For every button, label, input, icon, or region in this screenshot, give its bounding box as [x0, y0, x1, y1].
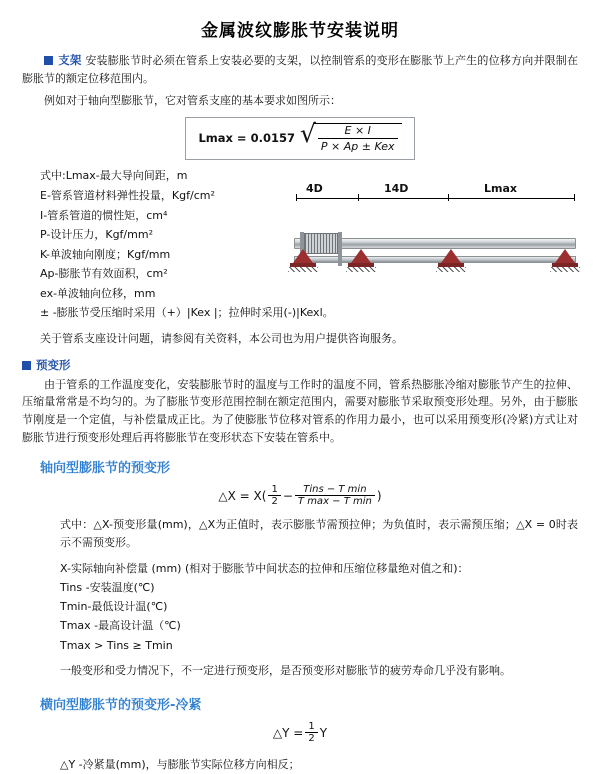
dimension-label-14d: 14D — [384, 182, 409, 195]
bracket-heading: 支架 — [58, 53, 82, 67]
lateral-predeform-heading: 横向型膨胀节的预变形-冷紧 — [40, 697, 202, 713]
axial-note-1: 式中：△X-预变形量(mm)，△X为正值时，表示膨胀节需预拉伸；为负值时，表示需预压缩；△X = 0时表示不需预变形。 — [60, 517, 578, 549]
axial-term-list — [60, 559, 578, 655]
axial-eq-lhs: △X = X( — [218, 488, 267, 503]
formula-numerator: E × I — [318, 124, 398, 139]
pipe-support — [348, 249, 374, 271]
axial-term: Tins -安装温度(℃) — [60, 580, 155, 594]
half-numerator: 1 — [305, 721, 317, 734]
predeform-paragraph: 由于管系的工作温度变化，安装膨胀节时的温度与工作时的温度不同，管系热膨胀冷缩对膨胀节产生的拉伸、压缩量常常是不均匀的。为了膨胀节变形范围控制在额定范围内，需要对膨胀节采取预变形处理。另外，由于膨胀节刚度是一个定值，与补偿量成正比。为了使膨胀节位移对管系的作用力最小，也可以采用预变形(冷紧)方式让对膨胀节进行预变形处理后再将膨胀节在变形状态下安装在管系中。 — [22, 377, 578, 445]
half-denominator: 2 — [271, 496, 278, 508]
axial-eq-rhs: ) — [376, 488, 382, 503]
bracket-paragraph-2: 例如对于轴向型膨胀节，它对管系支座的基本要求如图所示： — [44, 93, 341, 107]
pipe-lower — [294, 256, 576, 263]
bracket-paragraph-1: 安装膨胀节时必须在管系上安装必要的支架，以控制管系的变形在膨胀节上产生的位移方向并限制在膨胀节的额定位移范围内。 — [22, 54, 579, 85]
definition-item: I-管系管道的惯性矩，cm⁴ — [40, 208, 168, 222]
page-title: 金属波纹膨胀节安装说明 — [201, 21, 399, 41]
flange — [338, 232, 342, 266]
pipe-support-diagram — [288, 182, 580, 300]
axial-eq-half — [268, 484, 280, 508]
ground-hatch — [346, 267, 376, 272]
pipe-assembly — [288, 206, 580, 298]
predeform-heading-row — [22, 357, 578, 373]
axial-eq-temp-fraction — [295, 484, 375, 508]
predeform-heading: 预变形 — [36, 357, 71, 372]
dimension-line — [296, 198, 358, 199]
support-triangle-icon — [293, 249, 313, 263]
axial-term: X-实际轴向补偿量 (mm) (相对于膨胀节中间状态的拉伸和压缩位移量绝对值之和)： — [60, 561, 469, 575]
lateral-equation — [22, 721, 578, 745]
support-triangle-icon — [351, 249, 371, 263]
pipe-support — [290, 249, 316, 271]
definition-item: P-设计压力，Kgf/mm² — [40, 228, 153, 242]
definition-item: E-管系管道材料弹性投量，Kgf/cm² — [40, 189, 215, 203]
blue-square-icon — [44, 56, 53, 65]
lmax-formula-wrap — [22, 117, 578, 160]
lateral-eq-rhs: Y — [319, 725, 328, 740]
lateral-eq-lhs: △Y = — [272, 725, 304, 740]
lateral-note: △Y -冷紧量(mm)，与膨胀节实际位移方向相反； — [60, 757, 300, 771]
dimension-label-4d: 4D — [306, 182, 323, 195]
axial-predeform-heading: 轴向型膨胀节的预变形 — [40, 460, 171, 476]
half-numerator: 1 — [268, 484, 280, 497]
axial-equation-inline — [218, 484, 381, 508]
support-triangle-icon — [441, 249, 461, 263]
diagram-dimension-row — [288, 182, 580, 202]
dimension-tick — [574, 194, 575, 201]
definition-item: 式中:Lmax-最大导向间距，m — [40, 169, 188, 183]
radical-sign-icon: √ — [299, 119, 316, 149]
dimension-line — [448, 198, 574, 199]
lmax-formula — [185, 117, 414, 160]
temp-numerator: Tins − T min — [295, 484, 375, 497]
axial-eq-minus: − — [282, 488, 293, 503]
blue-square-icon — [22, 361, 31, 370]
formula-fraction — [314, 123, 402, 153]
half-denominator: 2 — [308, 733, 315, 745]
definition-item: ex-单波轴向位移，mm — [40, 286, 156, 300]
temp-denominator: T max − T min — [297, 496, 372, 508]
lateral-equation-inline — [273, 721, 327, 745]
formula-lhs: Lmax = 0.0157 — [198, 131, 295, 146]
axial-term: Tmax > Tins ≥ Tmin — [60, 638, 173, 652]
dimension-line — [358, 198, 448, 199]
axial-equation — [22, 484, 578, 508]
axial-term: Tmax -最高设计温（℃) — [60, 619, 181, 633]
pipe-support — [552, 249, 578, 271]
ground-hatch — [288, 267, 318, 272]
definition-item: ± -膨胀节受压缩时采用（+）|Kex |；拉伸时采用(-)|Kexl。 — [40, 306, 334, 320]
definition-item: K-单波轴向刚度；Kgf/mm — [40, 247, 171, 261]
pipe-support — [438, 249, 464, 271]
bracket-section — [22, 51, 578, 88]
support-triangle-icon — [555, 249, 575, 263]
axial-term: Tmin-最低设计温(℃) — [60, 600, 168, 614]
formula-denominator: P × Ap ± Kex — [320, 140, 395, 154]
ground-hatch — [436, 267, 466, 272]
definition-item: 关于管系支座设计问题，请参阅有关资料，本公司也为用户提供咨询服务。 — [40, 332, 403, 346]
lateral-eq-half — [305, 721, 317, 745]
definition-item: Ap-膨胀节有效面积，cm² — [40, 267, 168, 281]
ground-hatch — [550, 267, 580, 272]
axial-note-2: 一般变形和受力情况下，不一定进行预变形，是否预变形对膨胀节的疲劳寿命几乎没有影响。 — [60, 663, 511, 677]
formula-radical — [299, 119, 402, 154]
dimension-label-lmax: Lmax — [484, 182, 517, 195]
